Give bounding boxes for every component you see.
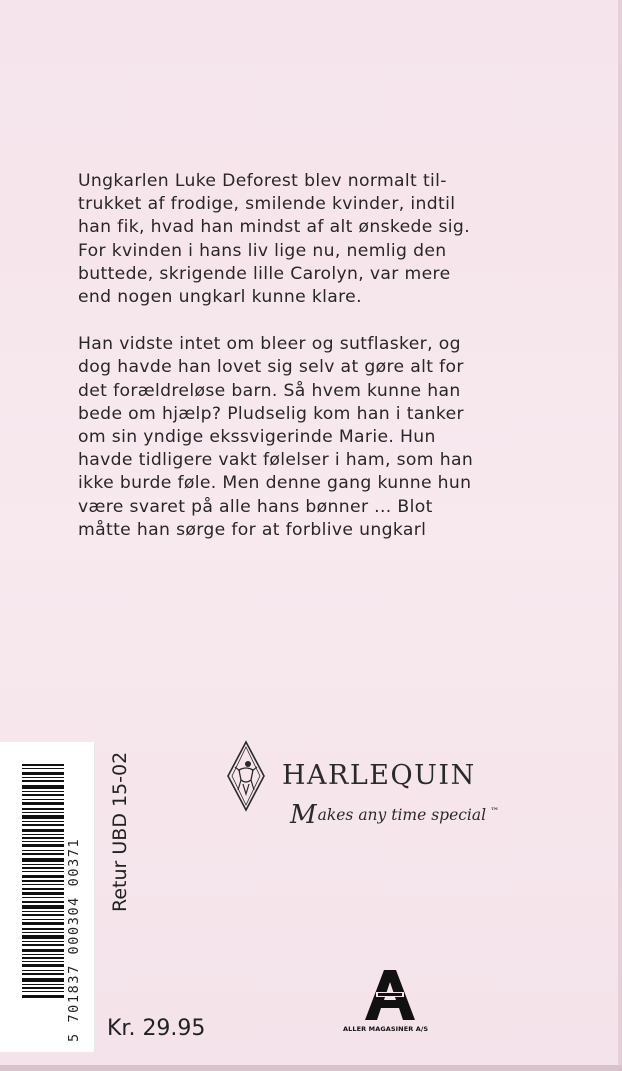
barcode-digits: 5 701837 000304 00371 <box>66 837 82 1042</box>
brand-name: HARLEQUIN <box>282 760 476 791</box>
trademark-symbol: ™ <box>490 807 500 817</box>
harlequin-diamond-icon <box>226 740 266 812</box>
blurb-paragraph-1: Ungkarlen Luke Deforest blev normalt til- trukket af frodige, smilende kvinder, indtil han fik, hvad han mindst af alt ønskede sig. For kvinden i hans liv lige nu, nemlig den buttede, skrigende lille Carolyn, var mere end nogen ungkarl kunne klare. <box>78 171 471 308</box>
cover-edge-bottom <box>0 1065 622 1071</box>
retur-date: Retur UBD 15-02 <box>109 751 131 912</box>
blurb-paragraph-2: Han vidste intet om bleer og sutflasker, og dog havde han lovet sig selv at gøre alt for det forældreløse barn. Så hvem kunne han bede om hjælp? Pludselig kom han i tanker om sin yndige ekssvigerinde Marie. Hun havde tidligere vakt følelser i ham, som han ikke burde føle. Men denne gang kunne hun være svaret på alle hans bønner ... Blot måtte han sørge for at forblive ungkarl <box>78 334 474 540</box>
brand-tagline <box>290 800 499 830</box>
barcode-panel <box>0 742 95 1052</box>
tagline-initial: M <box>290 800 317 830</box>
aller-a-logo-icon <box>365 970 415 1020</box>
publisher-name: ALLER MAGASINER A/S <box>343 1025 429 1033</box>
barcode-icon <box>22 764 64 1000</box>
price: Kr. 29.95 <box>107 1016 206 1041</box>
cover-edge <box>618 0 622 1071</box>
tagline-text: akes any time special <box>317 806 487 824</box>
blurb-text <box>78 170 518 566</box>
